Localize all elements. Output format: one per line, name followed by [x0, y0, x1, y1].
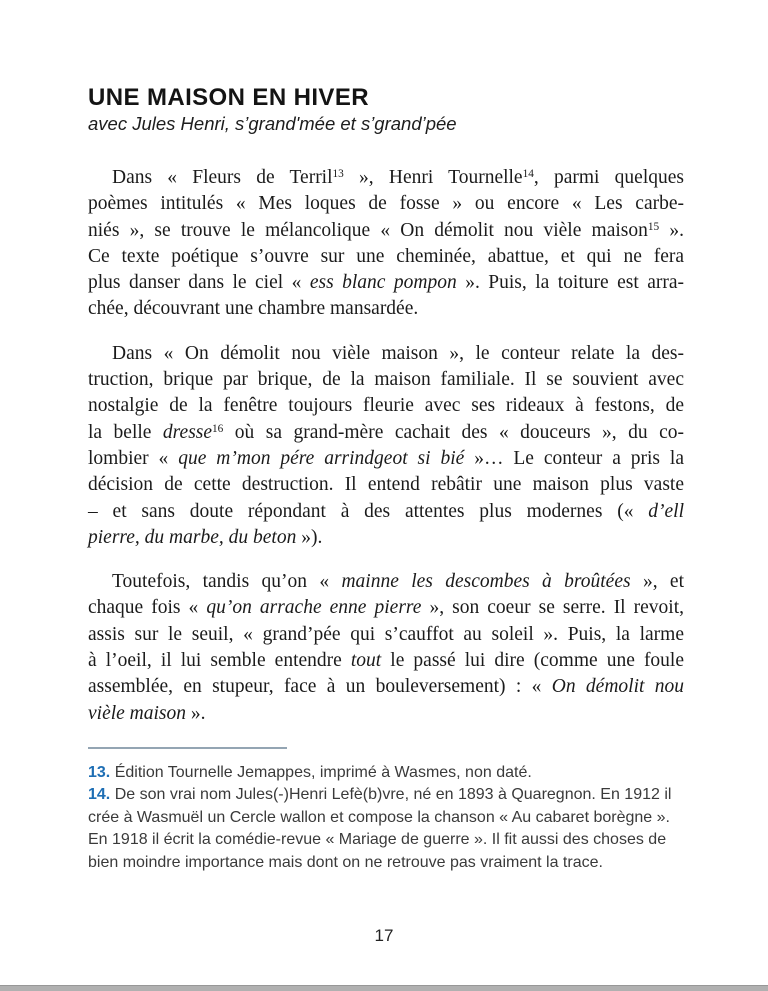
footnote-divider [88, 747, 287, 749]
text-line: assis sur le seuil, « grand’pée qui s’cauffot au soleil ». Puis, la larme [88, 623, 684, 645]
text-line: assemblée, en stupeur, face à un bouleversement) : « On démolit nou [88, 676, 684, 698]
text-line: plus danser dans le ciel « ess blanc pompon ». Puis, la toiture est arra- [88, 272, 684, 294]
text-line: truction, brique par brique, de la maison familiale. Il se souvient avec [88, 369, 684, 391]
text-line: Dans « On démolit nou vièle maison », le conteur relate la des- [112, 342, 684, 364]
text-line: chaque fois « qu’on arrache enne pierre », son coeur se serre. Il revoit, [88, 597, 684, 619]
footnote-reference: 14 [522, 168, 534, 181]
text-line: poèmes intitulés « Mes loques de fosse » ou encore « Les carbe- [88, 193, 684, 215]
footnote-item [88, 762, 684, 785]
footnote-reference: 13 [332, 168, 344, 181]
text-line: Ce texte poétique s’ouvre sur une cheminée, abattue, et qui ne fera [88, 245, 684, 267]
paragraph [88, 341, 684, 551]
page-number: 17 [374, 926, 394, 945]
footnotes-list [88, 762, 684, 875]
text-line: à l’oeil, il lui semble entendre tout le passé lui dire (comme une foule [88, 650, 685, 672]
text-line: – et sans doute répondant à des attentes plus modernes (« d’ell [88, 500, 684, 522]
text-line: niés », se trouve le mélancolique « On démolit nou vièle maison$^{15}$ ». [88, 219, 685, 241]
body-text [88, 165, 684, 727]
text-line: nostalgie de la fenêtre toujours fleurie avec ses rideaux à festons, de [88, 395, 684, 417]
page-title: UNE MAISON EN HIVER [88, 84, 369, 111]
page-subtitle: avec Jules Henri, s’grand'mée et s’grand’pée [88, 113, 457, 134]
text-line: Toutefois, tandis qu’on « mainne les descombes à broûtées », et [112, 571, 684, 593]
footnote-number: 14. [88, 786, 115, 804]
footnote-item [88, 784, 684, 874]
text-line: chée, découvrant une chambre mansardée. [88, 298, 419, 320]
text-line: Dans « Fleurs de Terril$^{13}$ », Henri Tournelle$^{14}$, parmi quelques [112, 167, 684, 188]
text-line: pierre, du marbe, du beton »). [88, 526, 323, 548]
footnote-number: 13. [88, 763, 115, 781]
footnote-text: De son vrai nom Jules(-)Henri Lefè(b)vre, né en 1893 à Quaregnon. En 1912 il crée à Wasmuël un Cercle wallon et compose la chanson « Au cabaret borègne ». En 1918 il écrit la comédie-revue « Mariage de guerre ». Il fit aussi des choses de bien moindre importance mais dont on ne retrouve pas vraiment la trace. [88, 786, 672, 871]
footnote-reference: 15 [647, 220, 660, 233]
text-line: la belle dresse$^{16}$ où sa grand-mère cachait des « douceurs », du co- [88, 421, 685, 443]
paragraph [88, 165, 684, 323]
page-edge-bar [0, 985, 768, 991]
footnote-reference: 16 [212, 423, 224, 436]
text-line: lombier « que m’mon pére arrindgeot si bié »… Le conteur a pris la [88, 447, 685, 469]
paragraph [88, 569, 684, 727]
text-line: vièle maison ». [88, 702, 206, 724]
text-line: décision de cette destruction. Il entend rebâtir une maison plus vaste [88, 474, 684, 496]
book-page [88, 84, 684, 874]
footnote-text: Édition Tournelle Jemappes, imprimé à Wasmes, non daté. [114, 763, 532, 781]
